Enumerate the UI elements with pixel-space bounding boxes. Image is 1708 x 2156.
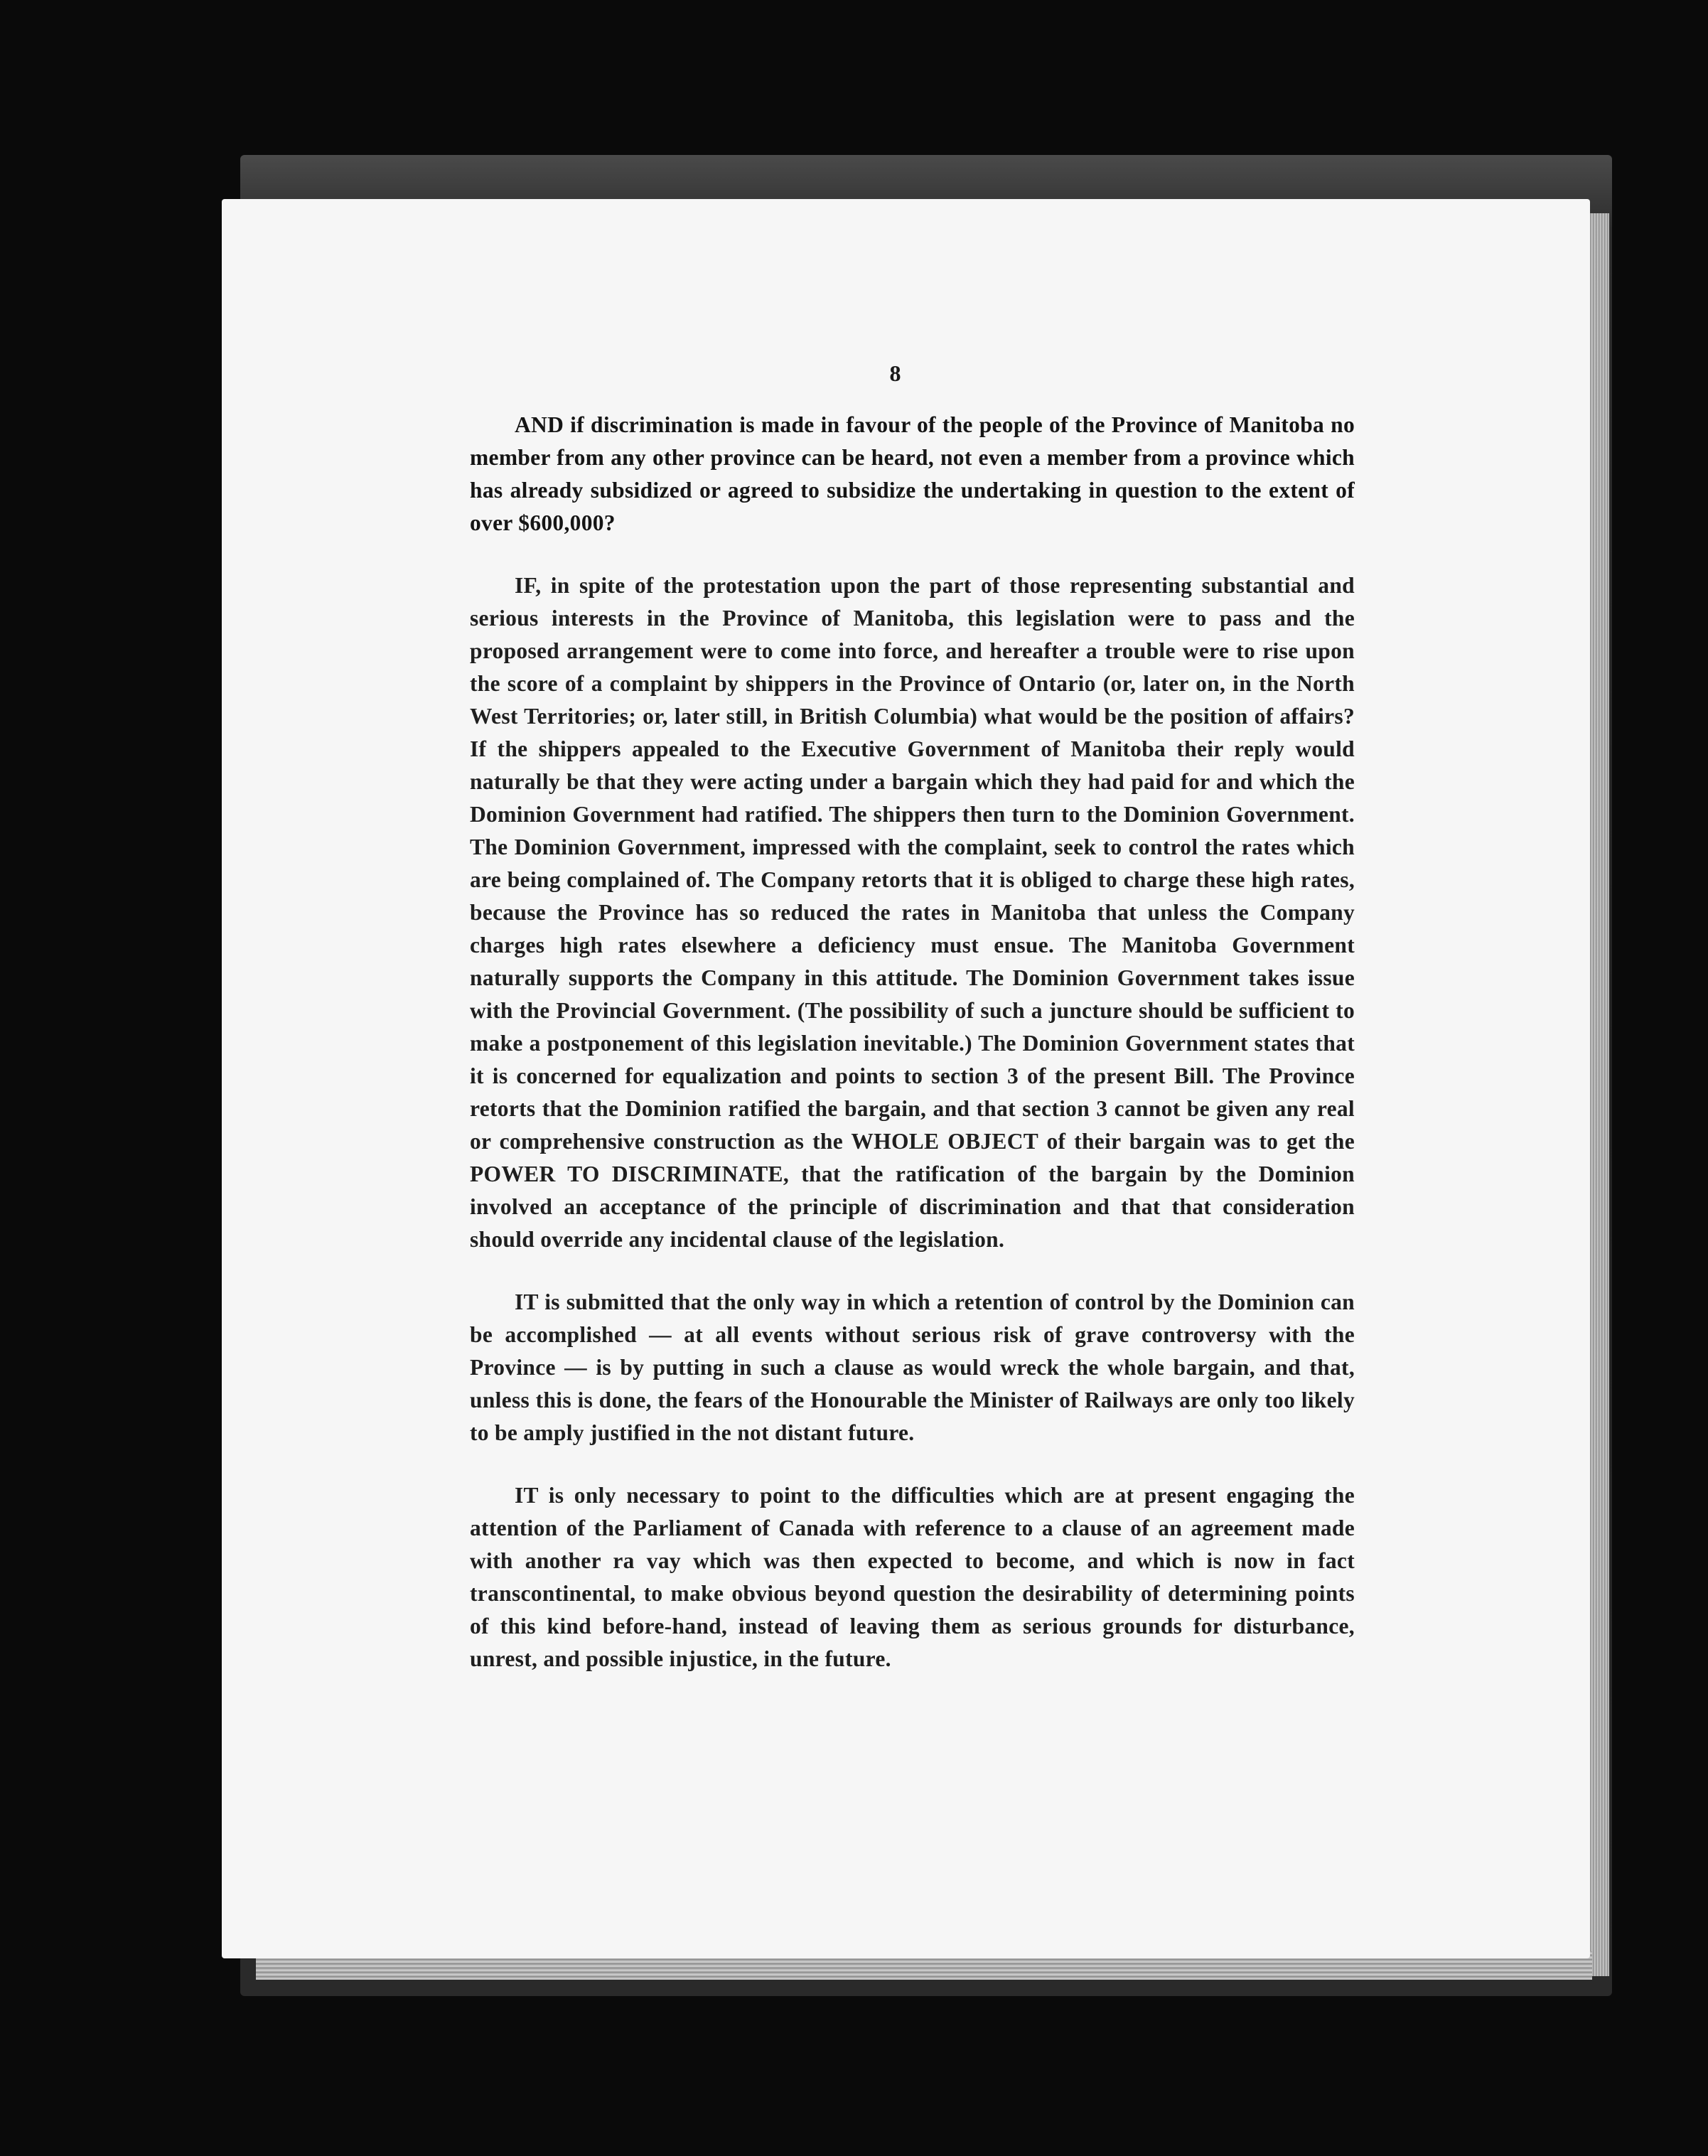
paragraph-4: IT is only necessary to point to the difficulties which are at present engaging the attention of the Parliament of Canada with reference to a clause of an agreement made with another ra vay which was then expected to become, and which is now in fact transcontinental, to make obvious beyond question the desirability of determining points of this kind before-hand, instead of leaving them as serious grounds for disturbance, unrest, and possible injustice, in the future. (470, 1483, 1355, 1671)
paragraph-3: IT is submitted that the only way in which a retention of control by the Dominion can be accomplished — at all events without serious risk of grave controversy with the Province — is by putting in such a clause as would wreck the whole bargain, and that, unless this is done, the fears of the Honourable the Minister of Railways are only too likely to be amply justified in the not distant future. (470, 1289, 1355, 1445)
page-number: 8 (889, 360, 901, 386)
document-page (222, 199, 1590, 1958)
paragraph-1: AND if discrimination is made in favour of the people of the Province of Manitoba no member from any other province can be heard, not even a member from a province which has already subsidized or agreed to subsidize the undertaking in question to the extent of over $600,000? (470, 412, 1355, 535)
body-text (470, 409, 1355, 1705)
paragraph-2: IF, in spite of the protestation upon the part of those representing substantial and serious interests in the Province of Manitoba, this legislation were to pass and the proposed arrangement were to come into force, and hereafter a trouble were to rise upon the score of a complaint by shippers in the Province of Ontario (or, later on, in the North West Territories; or, later still, in British Columbia) what would be the position of affairs? If the shippers appealed to the Executive Government of Manitoba their reply would naturally be that they were acting under a bargain which they had paid for and which the Dominion Government had ratified. The shippers then turn to the Dominion Government. The Dominion Government, impressed with the complaint, seek to control the rates which are being complained of. The Company retorts that it is obliged to charge these high rates, because the Province has so reduced the rates in Manitoba that unless the Company charges high rates elsewhere a deficiency must ensue. The Manitoba Government naturally supports the Company in this attitude. The Dominion Government takes issue with the Provincial Government. (The possibility of such a juncture should be sufficient to make a postponement of this legislation inevitable.) The Dominion Government states that it is concerned for equalization and points to section 3 of the present Bill. The Province retorts that the Dominion ratified the bargain, and that section 3 cannot be given any real or comprehensive construction as the WHOLE OBJECT of their bargain was to get the POWER TO DISCRIMINATE, that the ratification of the bargain by the Dominion involved an acceptance of the principle of discrimination and that that consideration should override any incidental clause of the legislation. (470, 573, 1355, 1252)
